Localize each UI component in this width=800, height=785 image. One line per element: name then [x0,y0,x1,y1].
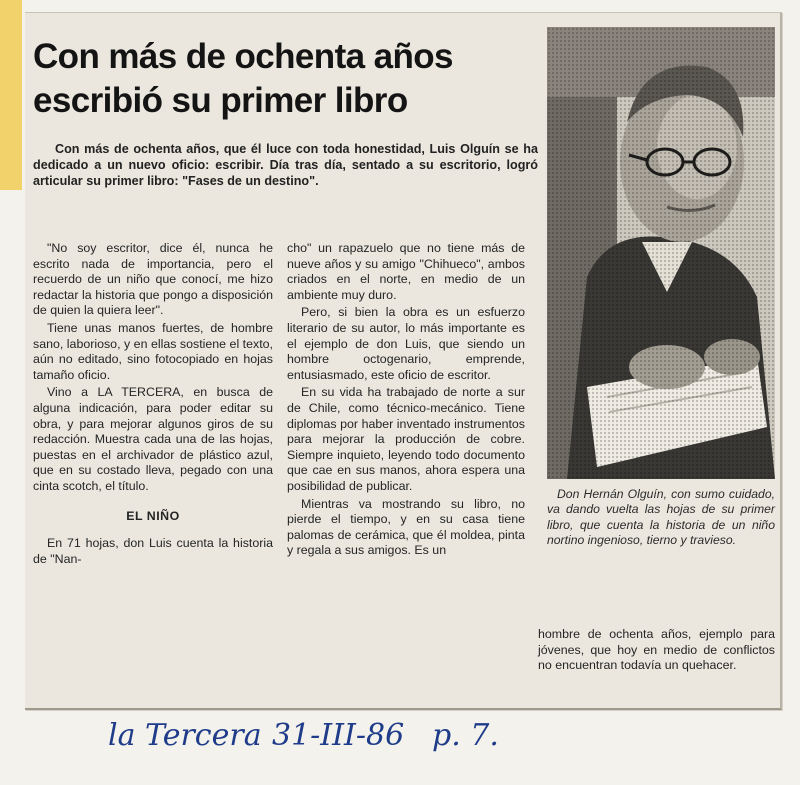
paragraph: Mientras va mostrando su libro, no pierde el tiempo, y en su casa tiene palomas de cerámica, que él moldea, pinta y regala a sus amigos. Es un [287,496,525,558]
handwritten-date: 31-III-86 [272,718,405,753]
article-headline [33,35,548,123]
paragraph: cho" un rapazuelo que no tiene más de nueve años y su amigo "Chihueco", ambos criados en el norte, en medio de un ambiente muy duro. [287,241,525,302]
paragraph: Tiene unas manos fuertes, de hombre sano, laborioso, y en ellas sostiene el texto, aún no editado, sino fotocopiado en hojas tamaño oficio. [33,320,273,382]
section-subhead: EL NIÑO [126,508,180,523]
handwritten-source: la Tercera [108,718,262,753]
handwritten-page: p. 7. [432,718,499,753]
headline-line-2: escribió su primer libro [33,81,408,120]
paragraph: hombre de ochenta años, ejemplo para jóvenes, que hoy en medio de conflictos no encuentran todavía un quehacer. [538,627,775,673]
paragraph: Pero, si bien la obra es un esfuerzo literario de su autor, lo más importante es el ejemplo de don Luis, que siendo un hombre octogenario, emprende, entusiasmado, este oficio de escritor. [287,305,525,382]
photo-caption [547,487,775,549]
paragraph: Vino a LA TERCERA, en busca de alguna indicación, para poder editar su obra, y para mejorar algunos giros de su redacción. Muestra cada una de las hojas, puestas en el archivador de plástico azul, que en su costado lleva, pegado con una cinta scotch, el título. [33,385,273,493]
article-lede [33,141,538,189]
paragraph: "No soy escritor, dice él, nunca he escrito nada de importancia, pero el recuerdo de un niño que conocí, me hizo redactar la historia que pongo a disposición de quien la quiera leer". [33,241,273,318]
portrait-photo [547,27,775,479]
paragraph: En su vida ha trabajado de norte a sur de Chile, como técnico-mecánico. Tiene diplomas por haber inventado instrumentos para mejorar la producción de cobre. Siempre inquieto, leyendo todo documento que cae en sus manos, ahora espera una posibilidad de publicar. [287,385,525,493]
lede-paragraph: Con más de ochenta años, que él luce con toda honestidad, Luis Olguín se ha dedicado a un nuevo oficio: escribir. Día tras día, sentado a su escritorio, logró articular su primer libro: "Fases de un destino". [33,142,538,188]
article-column-3 [538,627,775,674]
caption-text: Don Hernán Olguín, con sumo cuidado, va dando vuelta las hojas de su primer libro, que cuenta la historia de un niño nortino ingenioso, tierno y travieso. [547,487,775,548]
paragraph: En 71 hojas, don Luis cuenta la historia de "Nan- [33,536,273,566]
newspaper-clipping [25,12,782,710]
article-column-1 [33,241,273,567]
headline-line-1: Con más de ochenta años [33,37,453,76]
tape-strip [0,0,22,190]
article-column-2 [287,241,525,559]
